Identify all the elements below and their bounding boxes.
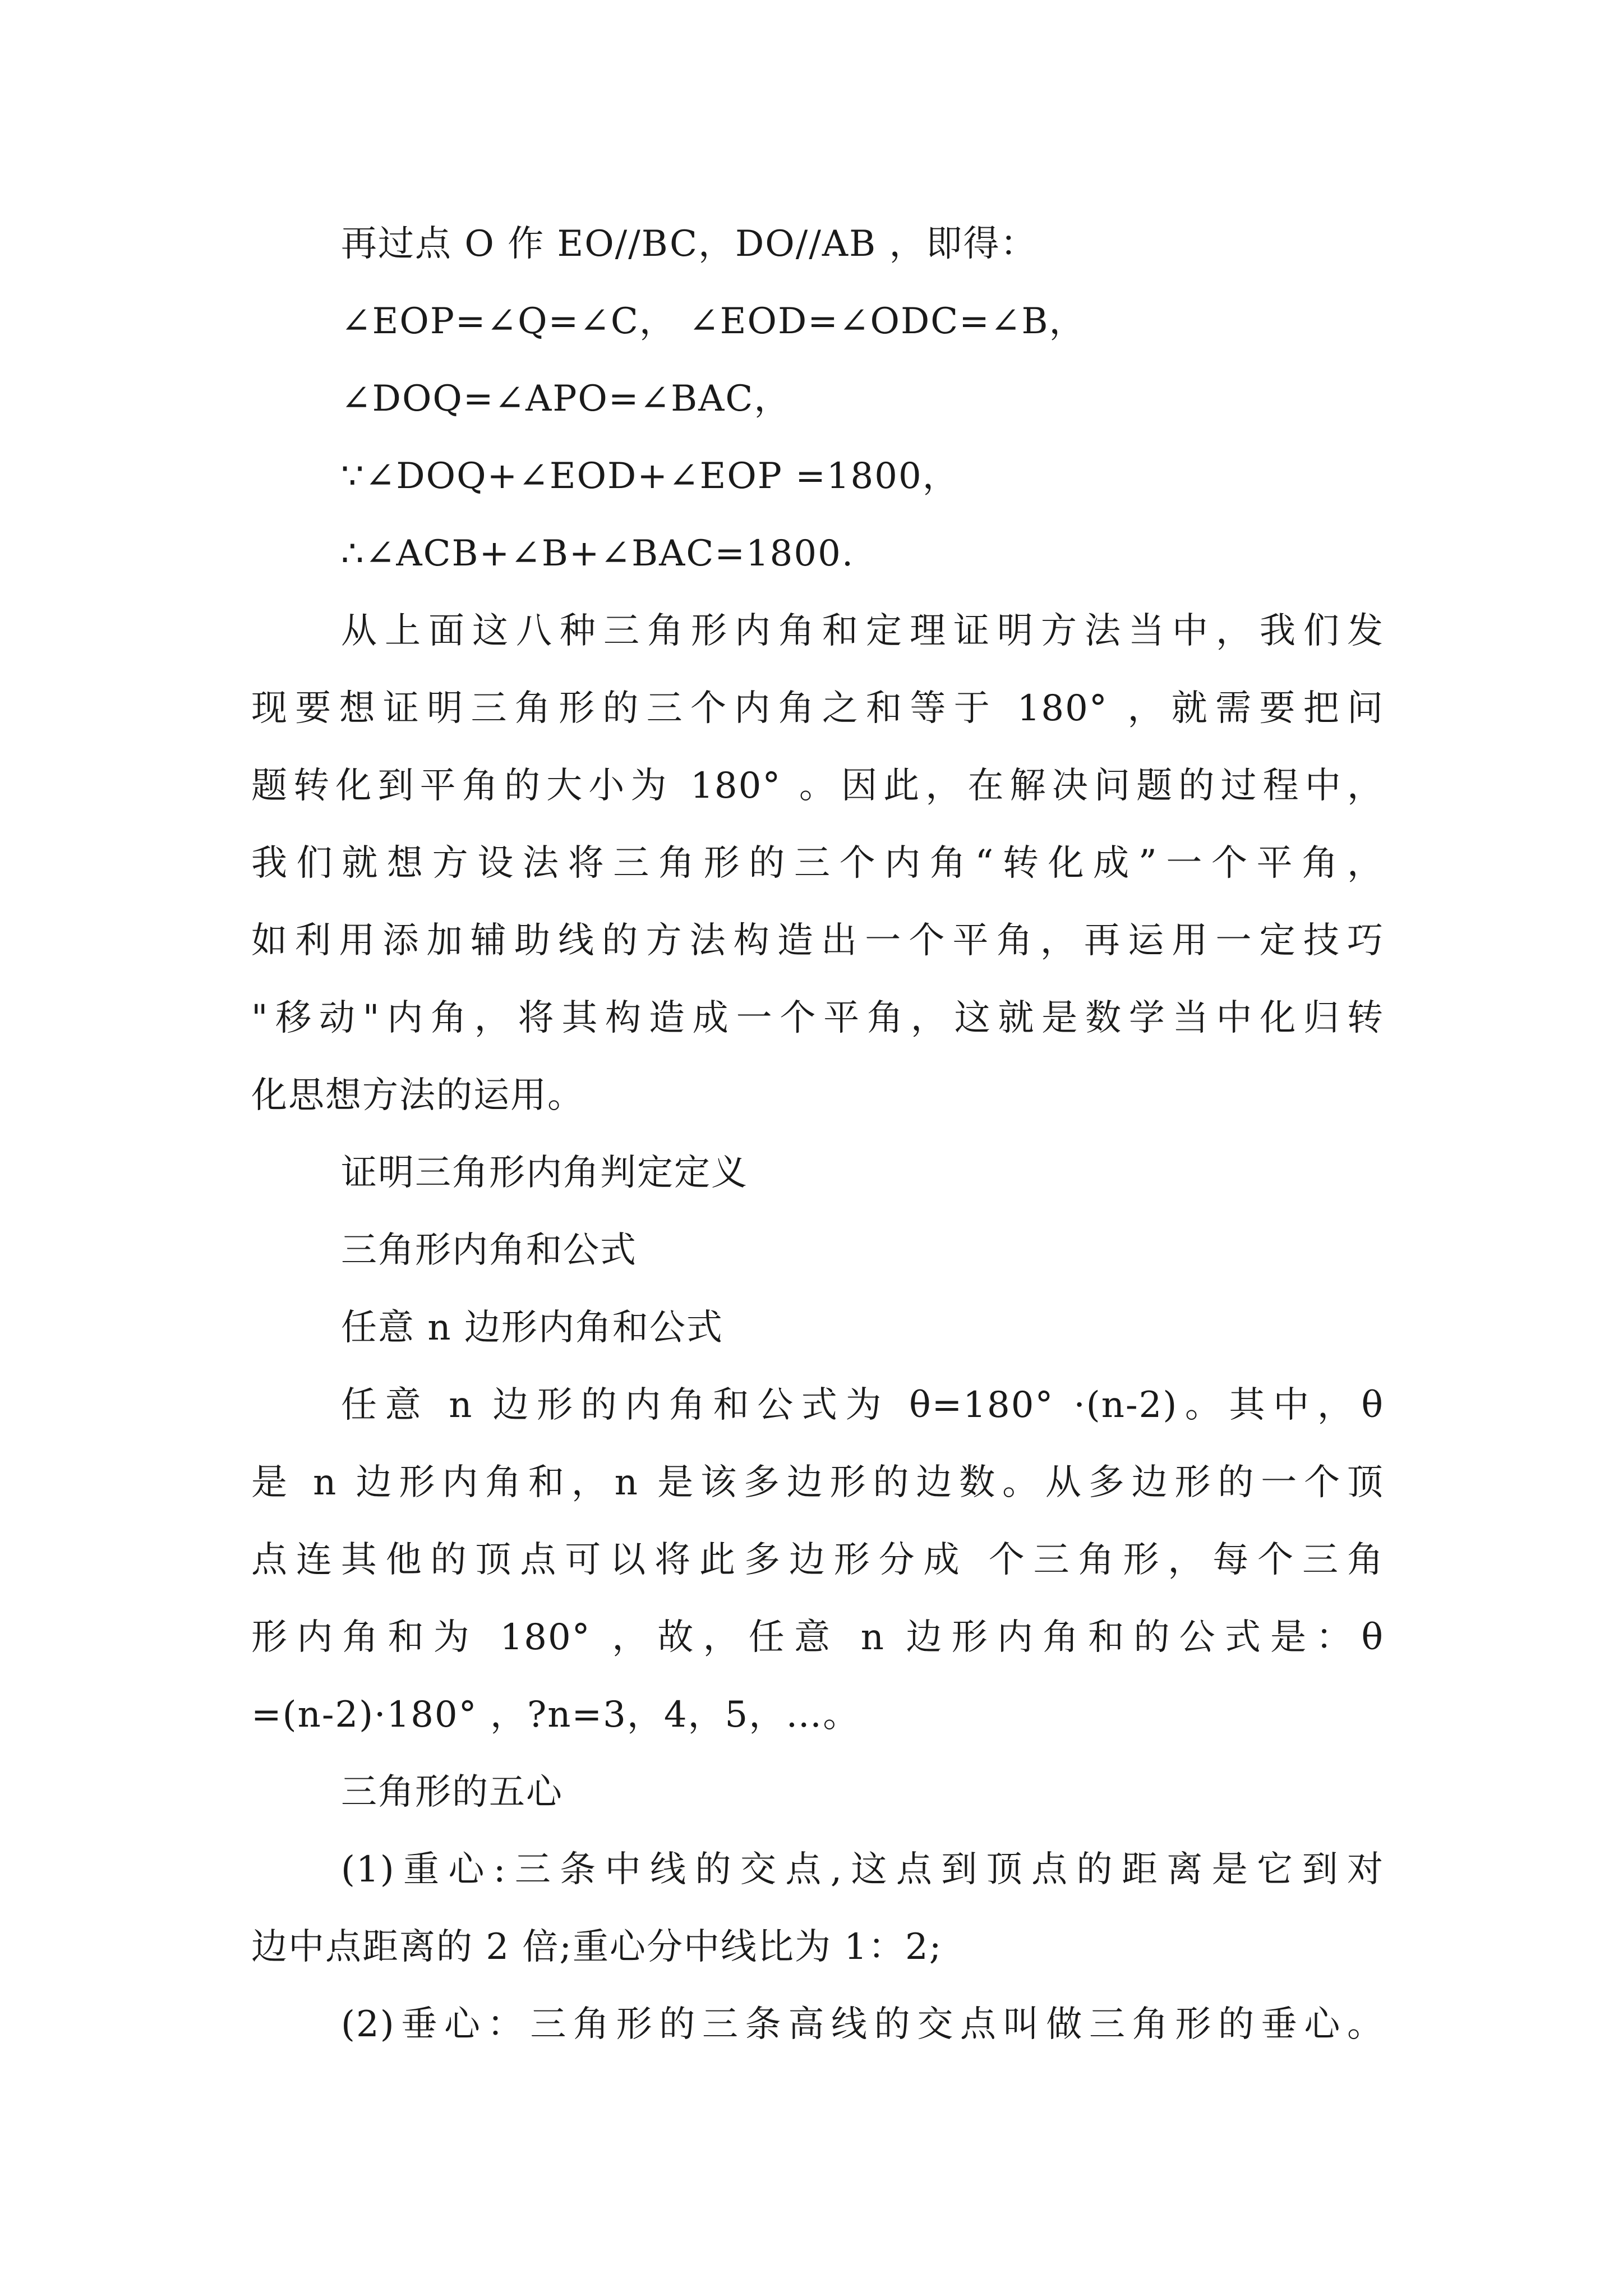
section-heading: 三角形的五心 — [341, 1772, 563, 1813]
text-line: (1)重心:三条中线的交点,这点到顶点的距离是它到对 — [341, 1849, 1384, 1890]
text-line: ∵∠DOQ+∠EOD+∠EOP =1800， — [341, 455, 960, 497]
text-line: ∠DOQ=∠APO=∠BAC， — [341, 378, 791, 420]
text-line: ∴∠ACB+∠B+∠BAC=1800. — [341, 533, 855, 574]
text-line: (2)垂心：三角形的三条高线的交点叫做三角形的垂心。 — [341, 2004, 1384, 2045]
text-line: ∠EOP=∠Q=∠C， ∠EOD=∠ODC=∠B， — [341, 301, 1086, 342]
text-line: =(n-2)·180° ，?n=3，4，5，…。 — [251, 1694, 860, 1736]
text-line: 任意 n 边形的内角和公式为 θ=180° ·(n-2)。其中，θ — [341, 1384, 1384, 1426]
text-line: 形内角和为 180° ，故，任意 n 边形内角和的公式是：θ — [251, 1617, 1384, 1658]
text-line: "移动"内角，将其构造成一个平角，这就是数学当中化归转 — [251, 997, 1384, 1039]
section-heading: 任意 n 边形内角和公式 — [341, 1307, 723, 1349]
section-heading: 三角形内角和公式 — [341, 1230, 637, 1271]
section-heading: 证明三角形内角判定定义 — [341, 1152, 748, 1194]
text-line: 如利用添加辅助线的方法构造出一个平角，再运用一定技巧 — [251, 920, 1384, 961]
text-line: 边中点距离的 2 倍;重心分中线比为 1：2; — [251, 1926, 943, 1968]
text-line: 题转化到平角的大小为 180° 。因此，在解决问题的过程中， — [251, 765, 1384, 807]
text-line: 我们就想方设法将三角形的三个内角“转化成”一个平角， — [251, 843, 1384, 884]
text-line: 是 n 边形内角和，n 是该多边形的边数。从多边形的一个顶 — [251, 1462, 1384, 1503]
text-line: 从上面这八种三角形内角和定理证明方法当中，我们发 — [341, 610, 1384, 652]
text-line: 化思想方法的运用。 — [251, 1075, 584, 1116]
text-line: 再过点 O 作 EO//BC，DO//AB ，即得： — [341, 223, 1038, 265]
text-line: 点连其他的顶点可以将此多边形分成 个三角形，每个三角 — [251, 1539, 1384, 1581]
text-line: 现要想证明三角形的三个内角之和等于 180° ，就需要把问 — [251, 688, 1384, 729]
